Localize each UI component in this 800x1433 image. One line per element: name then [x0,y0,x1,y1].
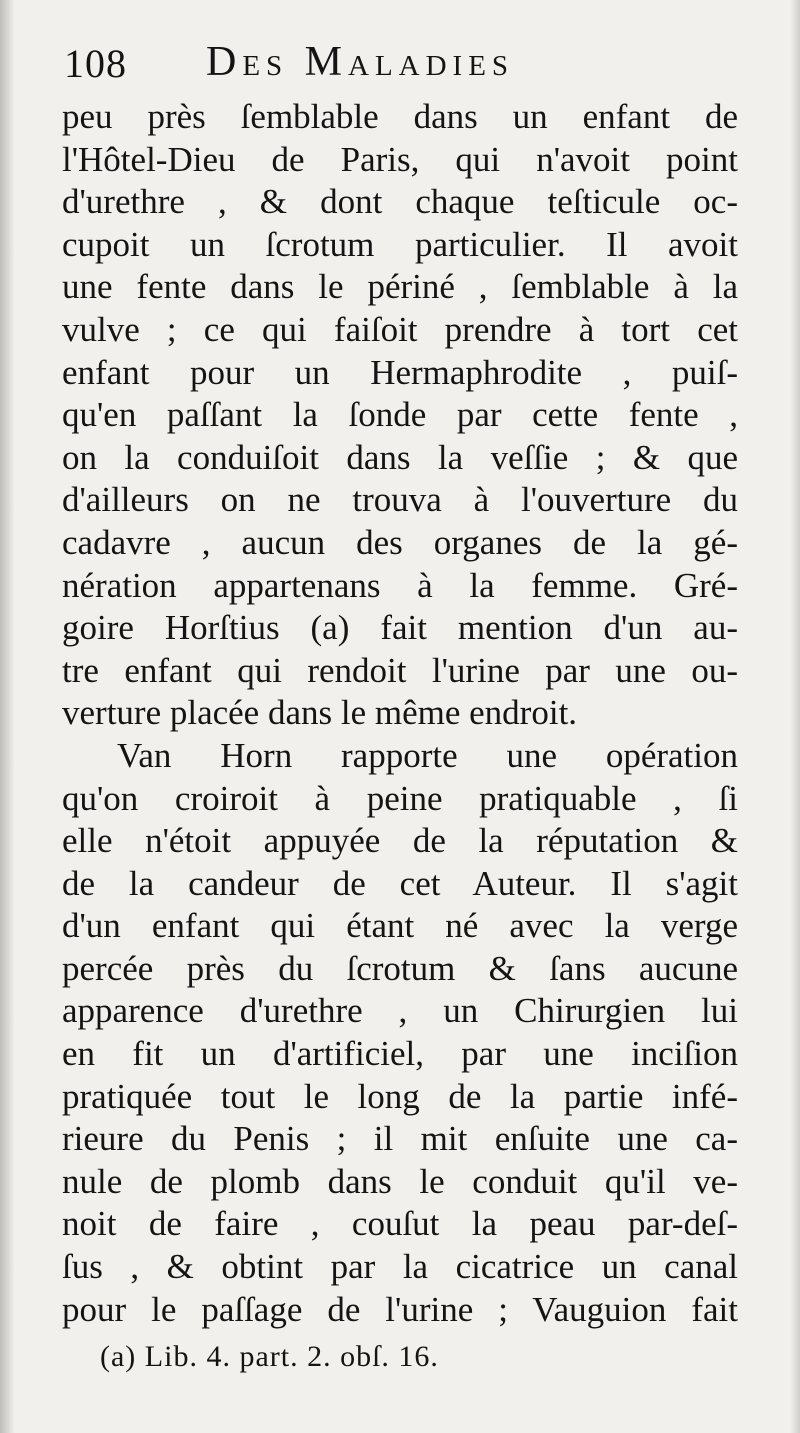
text-line: d'ailleurs on ne trouva à l'ouverture du [62,480,738,520]
text-line: peu près ſemblable dans un enfant de [62,97,738,136]
text-line: ſus , & obtint par la cicatrice un canal [62,1247,738,1287]
text-line: goire Horſtius (a) fait mention d'un au- [62,608,738,648]
text-line: en fit un d'artificiel, par une inciſion [62,1034,738,1074]
text-line: pratiquée tout le long de la partie infé- [62,1076,738,1116]
text-line: apparence d'urethre , un Chirurgien lui [62,991,738,1031]
paragraph-start-line: Van Horn rapporte une opération [117,735,738,775]
text-line: noit de faire , couſut la peau par-deſ- [62,1204,738,1244]
text-line: tre enfant qui rendoit l'urine par une ou- [62,650,738,690]
page-header [64,36,744,96]
text-line: d'urethre , & dont chaque teſticule oc- [62,182,738,222]
text-line: nule de plomb dans le conduit qu'il ve- [62,1161,738,1201]
text-line: elle n'étoit appuyée de la réputation & [62,821,738,861]
text-line: cadavre , aucun des organes de la gé- [62,522,738,562]
text-line: une fente dans le périné , ſemblable à la [62,267,738,307]
paragraph-end-line: verture placée dans le même endroit. [62,693,578,733]
text-line: nération appartenans à la femme. Gré- [62,565,738,605]
text-line: on la conduiſoit dans la veſſie ; & que [62,437,738,477]
text-line: percée près du ſcrotum & ſans aucune [62,948,738,988]
page-left-edge [0,0,14,1433]
text-line: qu'on croiroit à peine pratiquable , ſi [62,778,738,818]
text-line: qu'en paſſant la ſonde par cette fente , [62,395,738,435]
body-text [62,96,738,1331]
running-head: Des Maladies [206,39,515,85]
text-line: rieure du Penis ; il mit enſuite une ca- [62,1119,738,1159]
text-line: d'un enfant qui étant né avec la verge [62,906,738,946]
text-line: l'Hôtel-Dieu de Paris, qui n'avoit point [62,139,738,179]
text-line: vulve ; ce qui faiſoit prendre à tort cet [62,309,738,349]
text-line: enfant pour un Hermaphrodite , puiſ- [62,352,738,392]
footnote: (a) Lib. 4. part. 2. obſ. 16. [100,1340,439,1373]
text-line: de la candeur de cet Auteur. Il s'agit [62,863,738,903]
page-right-edge [790,0,800,1433]
text-line: pour le paſſage de l'urine ; Vauguion fait [62,1289,738,1329]
text-line: cupoit un ſcrotum particulier. Il avoit [62,224,738,264]
page-number: 108 [64,41,127,86]
